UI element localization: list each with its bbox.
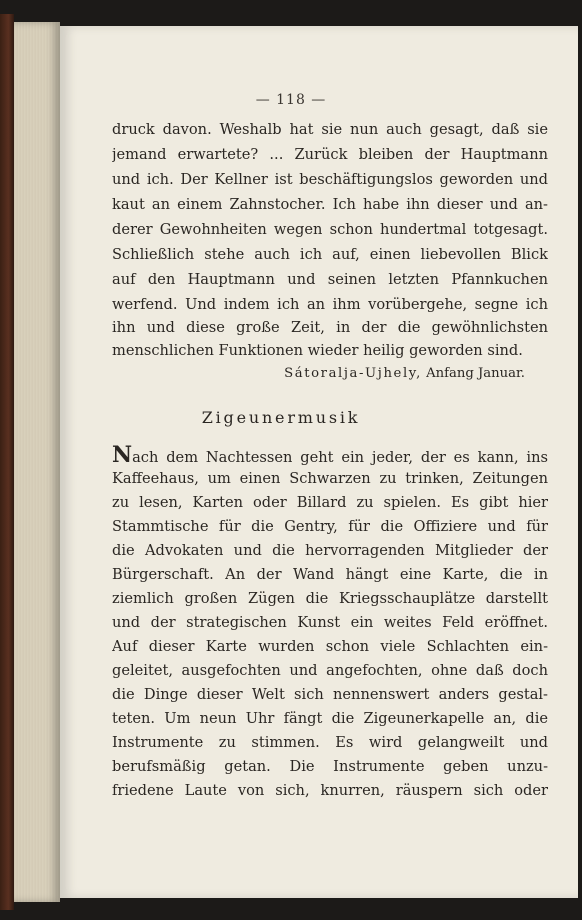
signoff-place: Sátoralja-Ujhely, (284, 366, 422, 381)
first-line-text: ach dem Nachtessen geht ein jeder, der es kann, ins (132, 449, 548, 466)
text-line: derer Gewohnheiten wegen schon hundertmal totgesagt. (112, 221, 548, 238)
text-line: berufsmäßig getan. Die Instrumente geben unzu- (112, 758, 548, 775)
page-number: — 118 — (255, 92, 327, 108)
text-line: ziemlich großen Zügen die Kriegsschauplätze darstellt (112, 590, 548, 607)
signoff-date: Anfang Januar. (426, 366, 525, 381)
text-line: und ich. Der Kellner ist beschäftigungslos geworden und (112, 171, 548, 188)
text-line: Bürgerschaft. An der Wand hängt eine Karte, die in (112, 566, 548, 583)
book-cover-edge (0, 14, 14, 910)
text-line: Stammtische für die Gentry, für die Offiziere und für (112, 518, 548, 535)
text-line: geleitet, ausgefochten und angefochten, ohne daß doch (112, 662, 548, 679)
page-edges (14, 22, 60, 902)
text-line: Instrumente zu stimmen. Es wird gelangweilt und (112, 734, 548, 751)
section-title: Zigeunermusik (201, 408, 361, 427)
text-line: teten. Um neun Uhr fängt die Zigeunerkapelle an, die (112, 710, 548, 727)
text-line: die Advokaten und die hervorragenden Mitglieder der (112, 542, 548, 559)
text-line: kaut an einem Zahnstocher. Ich habe ihn dieser und an- (112, 196, 548, 213)
text-line: auf den Hauptmann und seinen letzten Pfannkuchen (112, 271, 548, 288)
text-line-first (112, 445, 548, 468)
text-line: jemand erwartete? ... Zurück bleiben der Hauptmann (112, 146, 548, 163)
place-and-date (112, 364, 525, 384)
text-line: druck davon. Weshalb hat sie nun auch gesagt, daß sie (112, 121, 548, 138)
text-line: Kaffeehaus, um einen Schwarzen zu trinken, Zeitungen (112, 470, 548, 487)
text-line: die Dinge dieser Welt sich nennenswert anders gestal- (112, 686, 548, 703)
drop-cap: N (112, 445, 133, 468)
text-line: und der strategischen Kunst ein weites Feld eröffnet. (112, 614, 548, 631)
text-line: zu lesen, Karten oder Billard zu spielen. Es gibt hier (112, 494, 548, 511)
text-line: menschlichen Funktionen wieder heilig geworden sind. (112, 342, 523, 359)
text-line: werfend. Und indem ich an ihm vorübergehe, segne ich (112, 296, 548, 313)
text-line: ihn und diese große Zeit, in der die gewöhnlichsten (112, 319, 548, 336)
text-line: Schließlich stehe auch ich auf, einen liebevollen Blick (112, 246, 548, 263)
text-line: friedene Laute von sich, knurren, räuspern sich oder (112, 782, 548, 799)
text-line: Auf dieser Karte wurden schon viele Schlachten ein- (112, 638, 548, 655)
